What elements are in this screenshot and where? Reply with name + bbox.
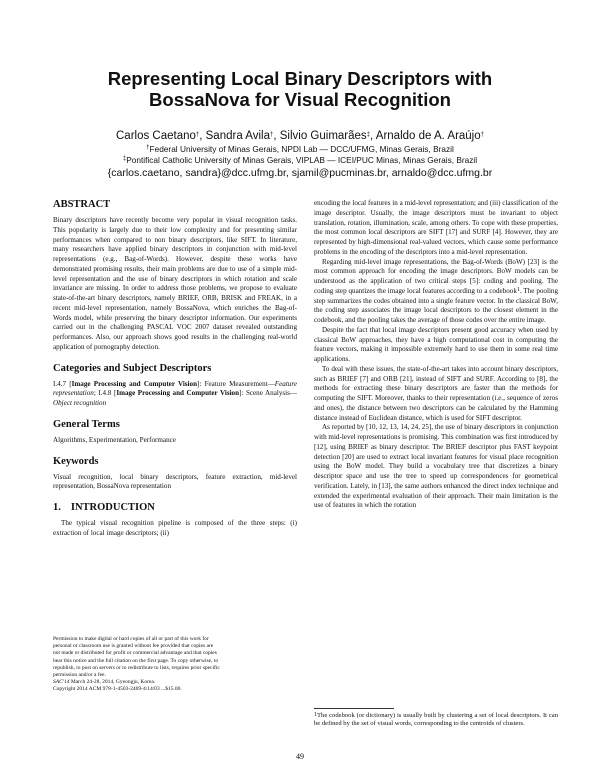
left-column	[53, 198, 297, 539]
permission-line: personal or classroom use is granted without fee provided that copies are	[53, 643, 214, 650]
abstract-heading: ABSTRACT	[53, 199, 111, 210]
body-paragraph: To deal with these issues, the state-of-the-art takes into account binary descriptors, such as BRIEF [7] and ORB [21], instead of SIFT and SURF. According to [8], the methods for extracting these binary descriptors are faster than the methods for computing the SIFT. Moreover, thanks to their representation (i.e., sequence of zeros and ones), the distance between two descriptors can be calculated by the Hamming distance instead of Euclidean distance, which is used for SIFT descriptor.	[314, 364, 559, 422]
permission-line: bear this notice and the full citation on the first page. To copy otherwise, to	[53, 657, 219, 664]
footnote	[314, 708, 558, 729]
keywords-heading: Keywords	[53, 455, 99, 467]
general-terms-heading: General Terms	[53, 418, 120, 430]
permission-line: republish, to post on servers or to redistribute to lists, requires prior specific	[53, 664, 220, 671]
introduction-paragraph: The typical visual recognition pipeline is composed of the three steps: (i) extraction of local image descriptors; (ii)	[53, 519, 297, 537]
title-line-1: Representing Local Binary Descriptors with	[107, 68, 493, 89]
paper-title	[60, 68, 540, 110]
author-4: Arnaldo de A. Araújo	[375, 130, 481, 142]
author-2: Sandra Avila	[205, 130, 271, 142]
body-paragraph: Despite the fact that local image descriptors present good accuracy when used by classical BoW approaches, they have a high computational cost in computing the feature vectors, making it impossible extremely hard to use them in some real time applications.	[314, 325, 558, 363]
body-paragraph: Regarding mid-level image representations, the Bag-of-Words (BoW) [23] is the most common approach for encoding the image descriptors. BoW models can be understood as the application of two critical steps [5]: coding and pooling. The coding step quantizes the image local features according to a codebook$^1$. The pooling step summarizes the codes obtained into a single feature vector. In the classical BoW, the coding step associates the image local descriptors to the closest element in the codebook, and the pooling takes the average of those codes over the entire image.	[314, 257, 559, 324]
page-number: 49	[296, 752, 304, 761]
right-column	[314, 199, 558, 511]
abstract-text: Binary descriptors have recently become very popular in visual recognition tasks. This popularity is largely due to their low complexity and for presenting similar performances when compared to non binary descriptors, like SIFT. In literature, many researchers have applied binary descriptors in conjunction with mid-level representations (e.g., Bag-of-Words). However, despite these works have demonstrated promising results, their main problems are due to use of a simple mid-level representation and the use of binary descriptors in which rotation and scale invariance are missing. In order to address those problems, we propose to evaluate state-of-the-art binary descriptors, namely BRIEF, ORB, BRISK and FREAK, in a recent mid-level representation, namely BossaNova, which enriches the Bag-of-Words model, while preserving the binary descriptor information. Our experiments carried out in the challenging PASCAL VOC 2007 dataset revealed outstanding performances. Also, our approach shows good results in the challenging real-world application of pornography detection.	[53, 216, 297, 351]
body-paragraph: As reported by [10, 12, 13, 14, 24, 25], the use of binary descriptors in conjunction with mid-level representations is promising. This combination was first introduced by [12], using BRIEF as binary descriptor. The BRIEF descriptor plus FAST keypoint detection [20] are used to extract local invariant features for visual place recognition using the BoW model. They build a vocabulary tree that discretizes a binary descriptor space and use the tree to speed up correspondences for geometrical verification. Lately, in [13], the same authors enhanced the direct index technique and extended the experimental evaluation of their approach. Their main limitation is the use of features in which the rotation	[314, 423, 558, 510]
permission-line: permission and/or a fee.	[53, 672, 106, 679]
affiliation-1: †Federal University of Minas Gerais, NPDI Lab — DCC/UFMG, Minas Gerais, Brazil	[146, 144, 454, 154]
author-names: Carlos Caetano†, Sandra Avila†, Silvio Guimarães‡, Arnaldo de A. Araújo†	[116, 130, 484, 142]
affiliation-2: ‡Pontifical Catholic University of Minas Gerais, VIPLAB — ICEI/PUC Minas, Minas Gerais, Brazil	[122, 155, 478, 165]
permission-line: Permission to make digital or hard copies of all or part of this work for	[53, 636, 209, 642]
introduction-heading: 1. INTRODUCTION	[53, 502, 155, 513]
footnote-marker: 1	[516, 286, 520, 293]
categories-text: I.4.7 [Image Processing and Computer Vision]: Feature Measurement—Feature representation; I.4.8 [Image Processing and Computer Vision]: Scene Analysis—Object recognition	[53, 379, 297, 407]
author-1: Carlos Caetano	[116, 130, 196, 142]
categories-heading: Categories and Subject Descriptors	[53, 362, 212, 374]
author-block	[40, 129, 560, 180]
copyright-line: Copyright 2014 ACM 978-1-4503-2469-4/14/03 ...$15.00.	[53, 686, 182, 693]
permission-notice	[53, 636, 297, 694]
keywords-text: Visual recognition, local binary descriptors, feature extraction, mid-level representation, BossaNova representation	[53, 472, 297, 491]
title-line-2: BossaNova for Visual Recognition	[149, 89, 451, 110]
permission-line: not made or distributed for profit or commercial advantage and that copies	[53, 650, 217, 657]
footnote-rule	[314, 708, 394, 709]
body-paragraph: encoding the local features in a mid-level representation; and (iii) classification of the image descriptor. Usually, the image descriptors must be invariant to object translation, rotation, illumination, scale, among others. To cope with these properties, the most common local descriptors are SIFT [17] and SURF [4]. However, they are represented by high-dimensional real-valued vectors, which cause some performance problems in the encoding of the descriptors into a mid-level representation.	[314, 199, 558, 256]
general-terms-text: Algorithms, Experimentation, Performance	[53, 435, 176, 444]
author-3: Silvio Guimarães	[279, 130, 367, 142]
venue-line: SAC'14 March 24-28, 2014, Gyeongju, Korea.	[53, 679, 156, 686]
author-emails: {carlos.caetano, sandra}@dcc.ufmg.br, sjamil@pucminas.br, arnaldo@dcc.ufmg.br	[107, 167, 493, 179]
footnote-text: $^1$The codebook (or dictionary) is usually built by clustering a set of local descriptors. It can be defined by the set of visual words, corresponding to the centroids of clusters.	[314, 712, 558, 728]
